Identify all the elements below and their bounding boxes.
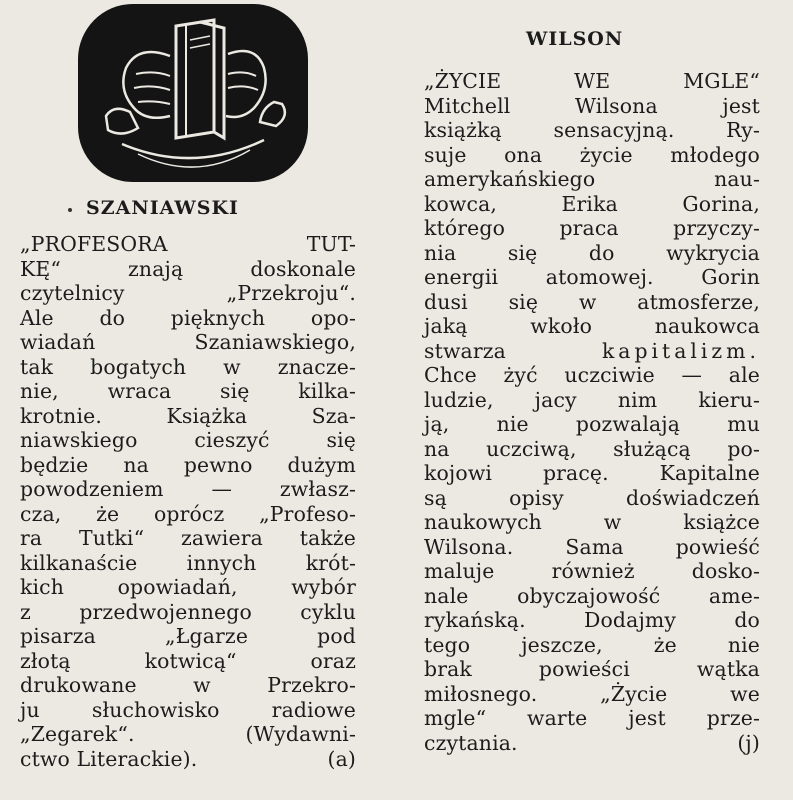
text-line: książką sensacyjną. Ry-	[424, 118, 760, 142]
text-line: rykańską. Dodajmy do	[424, 608, 760, 632]
left-article-heading: SZANIAWSKI	[86, 197, 239, 219]
right-article-heading: WILSON	[526, 28, 624, 50]
text-line: nia się do wykrycia	[424, 240, 760, 265]
text-line: niawskiego cieszyć się	[20, 428, 356, 452]
books-logo	[78, 4, 308, 182]
text-line: pisarza „Łgarze pod	[20, 624, 356, 648]
text-line: „ŻYCIE WE MGLE“	[424, 69, 760, 93]
books-hands-icon	[78, 4, 308, 182]
closing-text: czytania.	[424, 730, 518, 755]
text-line: drukowane w Przekro-	[20, 673, 356, 697]
text-line: kowca, Erika Gorina,	[424, 191, 760, 216]
text-line: Mitchell Wilsona jest	[424, 93, 760, 118]
text-line: będzie na pewno dużym	[20, 452, 356, 477]
text-line: Wilsona. Sama powieść	[424, 534, 760, 559]
text-line: na uczciwą, służącą po-	[424, 436, 760, 461]
text-line: którego praca przyczy-	[424, 216, 760, 240]
text-line: ją, nie pozwalają mu	[424, 412, 760, 436]
text-line: tego jeszcze, że nie	[424, 632, 760, 657]
emphasized-word: kapitalizm.	[601, 338, 760, 363]
text-fragment: stwarza	[424, 338, 506, 363]
print-speck	[68, 208, 72, 212]
text-line: maluje również dosko-	[424, 559, 760, 583]
text-line: kilkanaście innych krót-	[20, 550, 356, 575]
text-line: jaką wkoło naukowca	[424, 314, 760, 338]
closing-text: ctwo Literackie).	[20, 746, 198, 771]
text-line: nie, wraca się kilka-	[20, 379, 356, 403]
text-line: wiadań Szaniawskiego,	[20, 330, 356, 354]
text-line: ra Tutki“ zawiera także	[20, 526, 356, 550]
text-line-last	[20, 747, 356, 772]
text-line: KĘ“ znają doskonale	[20, 256, 356, 281]
text-line: suje ona życie młodego	[424, 142, 760, 167]
text-line: dusi się w atmosferze,	[424, 289, 760, 314]
author-signature: (a)	[327, 746, 356, 771]
text-line: kojowi pracę. Kapitalne	[424, 461, 760, 485]
text-line: ju słuchowisko radiowe	[20, 697, 356, 722]
text-line: miłosnego. „Życie we	[424, 681, 760, 706]
text-line: krotnie. Książka Sza-	[20, 403, 356, 428]
text-line: Ale do pięknych opo-	[20, 305, 356, 330]
text-line-spaced	[424, 339, 760, 364]
text-line: ludzie, jacy nim kieru-	[424, 387, 760, 412]
text-line: czytelnicy „Przekroju“.	[20, 281, 356, 305]
left-article-body	[20, 232, 356, 771]
right-article-body	[424, 69, 760, 755]
text-line: „Zegarek“. (Wydawni-	[20, 722, 356, 746]
text-line: kich opowiadań, wybór	[20, 575, 356, 599]
text-line: naukowych w książce	[424, 510, 760, 534]
text-line: Chce żyć uczciwie — ale	[424, 363, 760, 387]
text-line: energii atomowej. Gorin	[424, 265, 760, 289]
text-line: cza, że oprócz „Profeso-	[20, 501, 356, 526]
text-line: nale obyczajowość ame-	[424, 583, 760, 608]
text-line: są opisy doświadczeń	[424, 485, 760, 510]
text-line: „PROFESORA TUT-	[20, 232, 356, 256]
text-line: tak bogatych w znacze-	[20, 354, 356, 379]
text-line: z przedwojennego cyklu	[20, 599, 356, 624]
text-line-last	[424, 731, 760, 756]
text-line: amerykańskiego nau-	[424, 167, 760, 191]
author-signature: (j)	[737, 730, 760, 755]
text-line: powodzeniem — zwłasz-	[20, 477, 356, 501]
text-line: mgle“ warte jest prze-	[424, 706, 760, 730]
text-line: brak powieści wątka	[424, 657, 760, 681]
text-line: złotą kotwicą“ oraz	[20, 648, 356, 673]
